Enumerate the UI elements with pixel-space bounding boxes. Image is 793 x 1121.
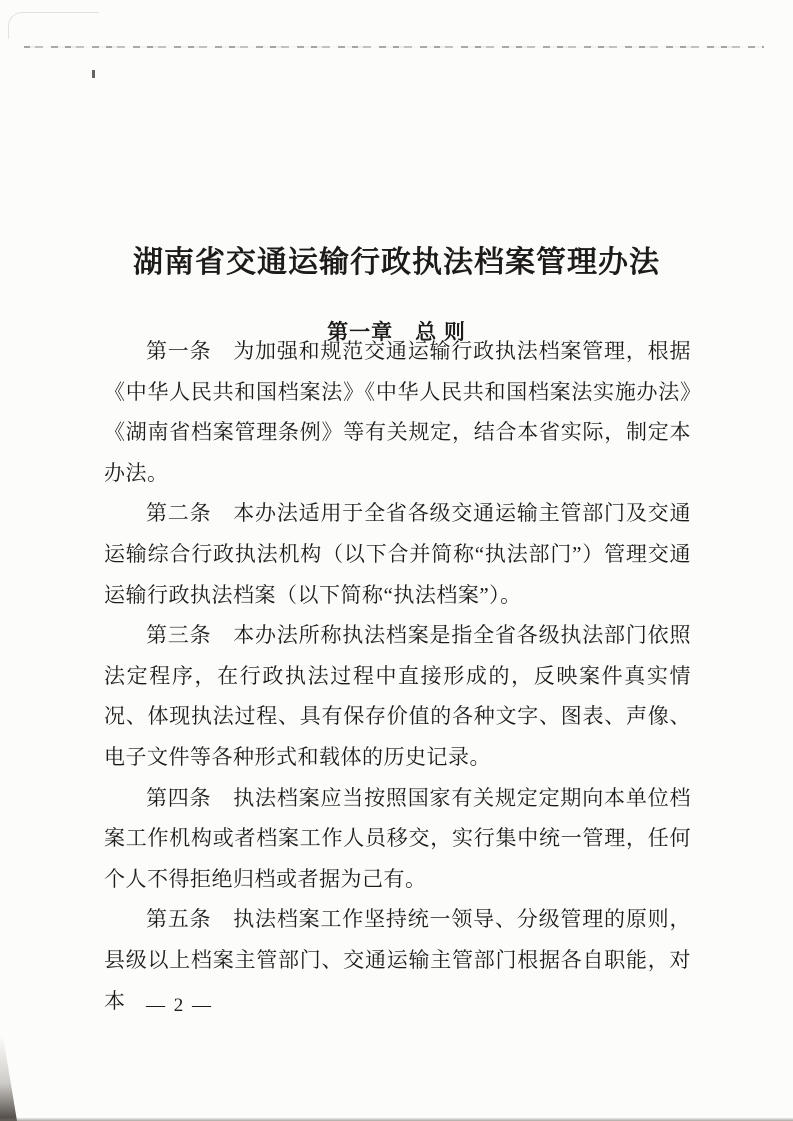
scan-artifact-fold-line [24, 46, 764, 48]
page-number: — 2 — [146, 995, 213, 1016]
document-body [104, 331, 691, 1021]
paragraph-article-1: 第一条 为加强和规范交通运输行政执法档案管理，根据《中华人民共和国档案法》《中华人民共和国档案法实施办法》《湖南省档案管理条例》等有关规定，结合本省实际，制定本办法。 [104, 339, 691, 485]
paragraph-article-3: 第三条 本办法所称执法档案是指全省各级执法部门依照法定程序，在行政执法过程中直接形成的，反映案件真实情况、体现执法过程、具有保存价值的各种文字、图表、声像、电子文件等各种形式和载体的历史记录。 [104, 623, 691, 769]
chapter-heading: 第一章 总 则 [327, 321, 466, 345]
scan-artifact-bottom-wedge [0, 1036, 17, 1121]
scan-artifact-ink-speck [92, 70, 95, 78]
paragraph-article-4: 第四条 执法档案应当按照国家有关规定定期向本单位档案工作机构或者档案工作人员移交，实行集中统一管理，任何个人不得拒绝归档或者据为己有。 [104, 785, 691, 891]
scan-artifact-corner-curve [8, 12, 99, 39]
paragraph-article-2: 第二条 本办法适用于全省各级交通运输主管部门及交通运输综合行政执法机构（以下合并简称“执法部门”）管理交通运输行政执法档案（以下简称“执法档案”）。 [104, 501, 691, 607]
paragraph-article-5: 第五条 执法档案工作坚持统一领导、分级管理的原则，县级以上档案主管部门、交通运输主管部门根据各自职能，对本 [104, 907, 691, 1013]
document-title: 湖南省交通运输行政执法档案管理办法 [133, 246, 660, 280]
